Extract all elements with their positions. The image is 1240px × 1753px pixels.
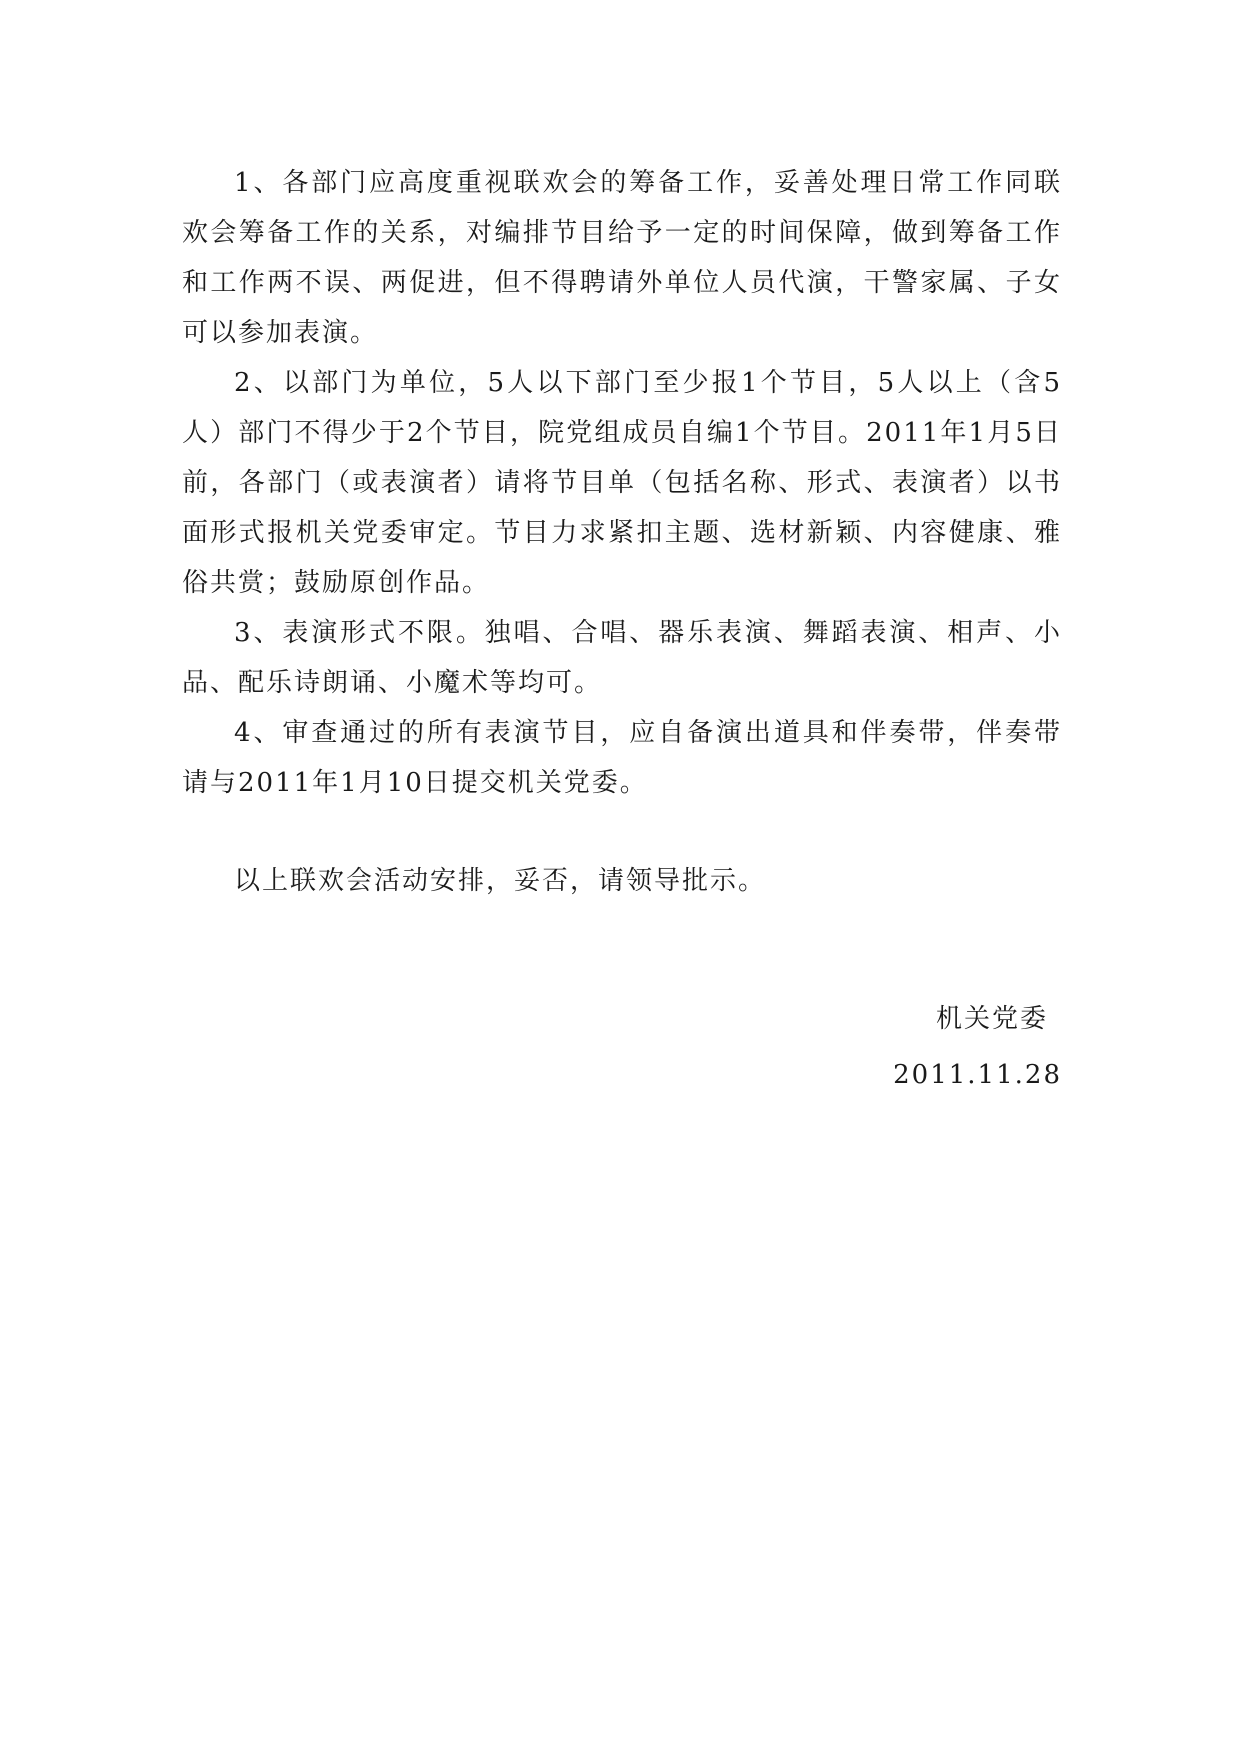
signature-date: 2011.11.28 [893,1060,1062,1090]
paragraph-1: 1、各部门应高度重视联欢会的筹备工作，妥善处理日常工作同联欢会筹备工作的关系，对编排节目给予一定的时间保障，做到筹备工作和工作两不误、两促进，但不得聘请外单位人员代演，干警家属、子女可以参加表演。 [182,168,1062,348]
paragraph-3: 3、表演形式不限。独唱、合唱、器乐表演、舞蹈表演、相声、小品、配乐诗朗诵、小魔术等均可。 [182,618,1062,698]
signature-organization: 机关党委 [935,1004,1048,1034]
closing-request: 以上联欢会活动安排，妥否，请领导批示。 [234,866,767,896]
paragraph-4: 4、审查通过的所有表演节目，应自备演出道具和伴奏带，伴奏带请与2011年1月10日提交机关党委。 [182,718,1062,798]
signature-block [662,994,1062,1100]
document-body [182,158,1062,906]
paragraph-2: 2、以部门为单位，5人以下部门至少报1个节目，5人以上（含5人）部门不得少于2个节目，院党组成员自编1个节目。2011年1月5日前，各部门（或表演者）请将节目单（包括名称、形式、表演者）以书面形式报机关党委审定。节目力求紧扣主题、选材新颖、内容健康、雅俗共赏；鼓励原创作品。 [182,368,1062,598]
